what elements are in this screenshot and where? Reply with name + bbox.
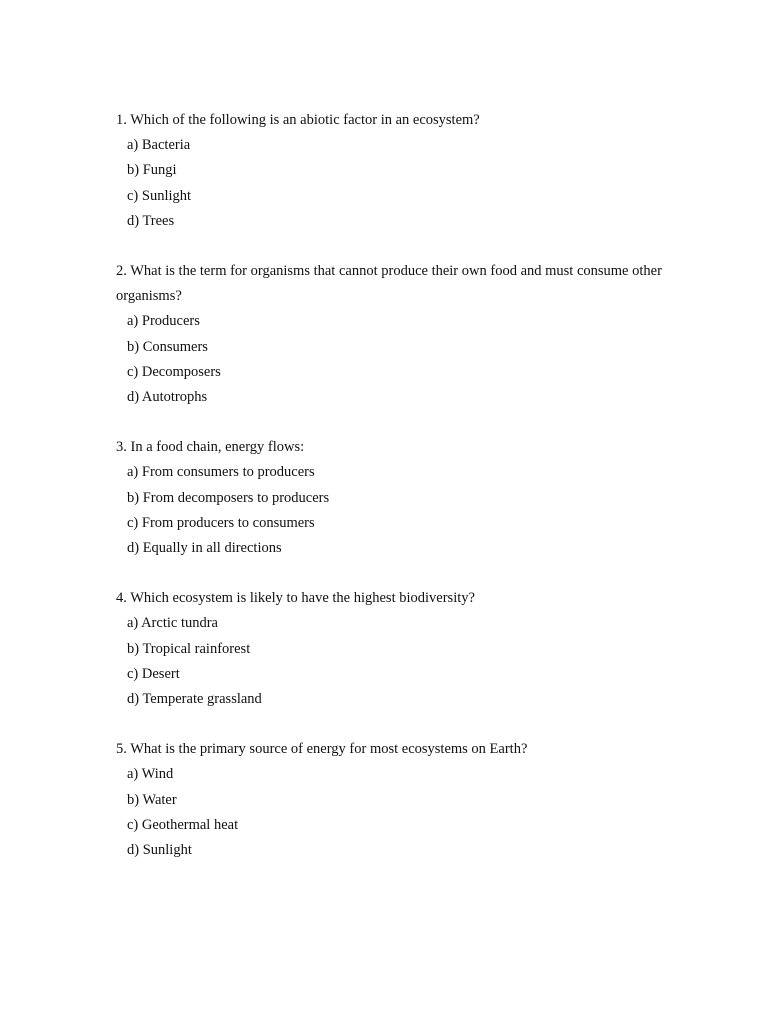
question-text: 3. In a food chain, energy flows:	[116, 439, 305, 456]
option-d: d) Temperate grassland	[127, 691, 262, 708]
option-a: a) Wind	[127, 766, 174, 783]
option-c: c) From producers to consumers	[127, 514, 315, 531]
question-text: 5. What is the primary source of energy for most ecosystems on Earth?	[116, 741, 528, 758]
option-a: a) From consumers to producers	[127, 464, 315, 481]
question-text: 4. Which ecosystem is likely to have the highest biodiversity?	[116, 590, 475, 607]
question-2	[116, 259, 676, 410]
option-d: d) Sunlight	[127, 842, 192, 859]
option-c: c) Sunlight	[127, 187, 192, 204]
question-1	[116, 108, 676, 234]
question-text: 1. Which of the following is an abiotic factor in an ecosystem?	[116, 112, 480, 128]
option-d: d) Equally in all directions	[127, 540, 282, 557]
option-d: d) Trees	[127, 212, 175, 229]
answer-options	[116, 460, 676, 561]
option-b: b) From decomposers to producers	[127, 489, 330, 506]
option-b: b) Consumers	[127, 338, 208, 355]
answer-options	[116, 611, 676, 712]
option-c: c) Geothermal heat	[127, 816, 239, 833]
option-b: b) Water	[127, 791, 177, 808]
option-a: a) Bacteria	[127, 137, 191, 154]
answer-options	[116, 309, 676, 410]
option-b: b) Tropical rainforest	[127, 640, 251, 657]
answer-options	[116, 133, 676, 234]
question-4	[116, 586, 676, 712]
question-3	[116, 435, 676, 561]
option-d: d) Autotrophs	[127, 389, 208, 406]
question-5	[116, 737, 676, 863]
question-text: 2. What is the term for organisms that cannot produce their own food and must consume other organisms?	[116, 263, 662, 305]
quiz	[116, 108, 676, 888]
option-c: c) Decomposers	[127, 363, 221, 380]
option-b: b) Fungi	[127, 162, 177, 179]
option-a: a) Arctic tundra	[127, 615, 218, 632]
option-c: c) Desert	[127, 665, 180, 682]
option-a: a) Producers	[127, 313, 200, 330]
answer-options	[116, 762, 676, 863]
